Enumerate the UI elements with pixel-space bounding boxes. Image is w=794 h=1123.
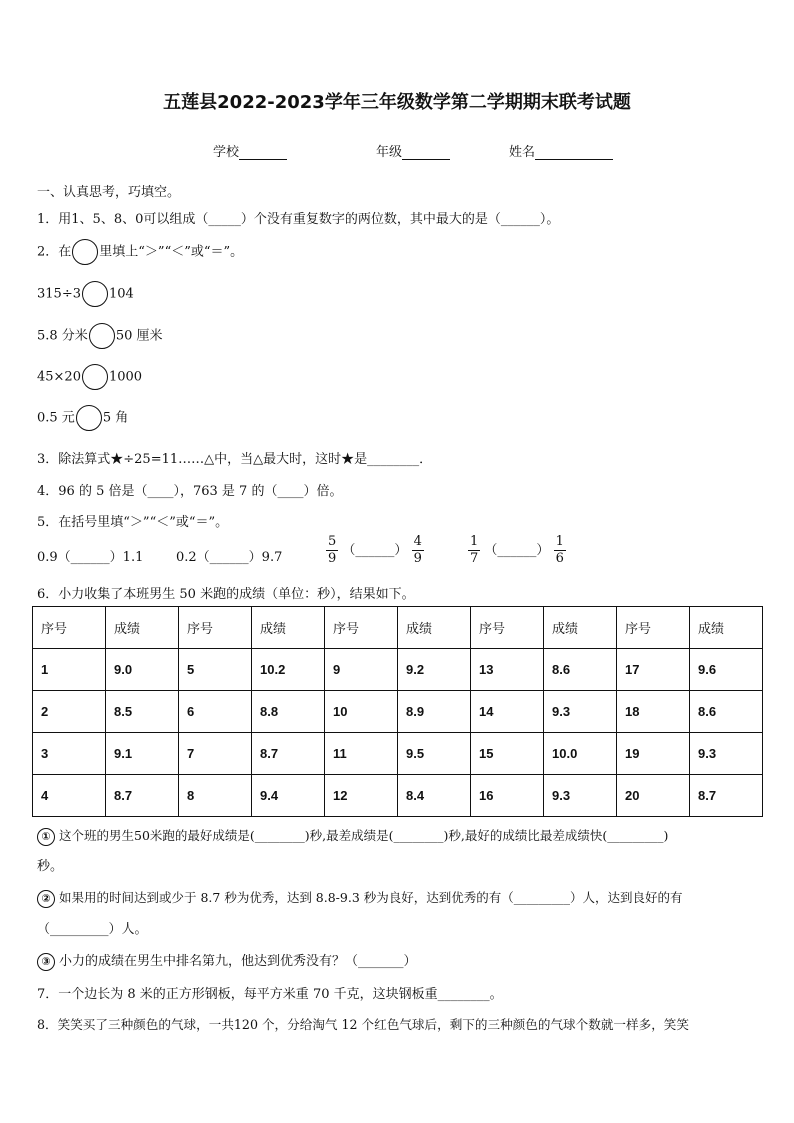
table-cell: 4 xyxy=(33,775,106,817)
question-4: 4．96 的 5 倍是（____），763 是 7 的（____）倍。 xyxy=(37,484,343,499)
table-cell: 9.3 xyxy=(544,775,617,817)
table-cell: 8.7 xyxy=(106,775,179,817)
table-cell: 9.4 xyxy=(252,775,325,817)
q6-sub-2 xyxy=(37,888,683,908)
grade-blank[interactable] xyxy=(402,145,450,160)
table-header-row xyxy=(33,607,763,649)
header-cell: 序号 xyxy=(471,607,544,649)
table-cell: 11 xyxy=(325,733,398,775)
denominator: 9 xyxy=(328,551,337,566)
circled-number: ① xyxy=(37,828,55,846)
table-cell: 8.7 xyxy=(690,775,763,817)
question-5: 5．在括号里填“＞”“＜”或“＝”。 xyxy=(37,515,229,530)
table-cell: 8.6 xyxy=(544,649,617,691)
header-cell: 序号 xyxy=(33,607,106,649)
q2-item-left: 315÷3 xyxy=(37,286,81,302)
table-cell: 18 xyxy=(617,691,690,733)
header-cell: 成绩 xyxy=(690,607,763,649)
q2-item-3 xyxy=(37,364,142,390)
school-label: 学校 xyxy=(213,145,240,160)
table-cell: 9.3 xyxy=(544,691,617,733)
q6-sub-3 xyxy=(37,950,417,971)
table-cell: 9.1 xyxy=(106,733,179,775)
q5-compare-c xyxy=(326,534,424,567)
compare-circle[interactable] xyxy=(76,405,102,431)
table-cell: 17 xyxy=(617,649,690,691)
compare-circle[interactable] xyxy=(72,239,98,265)
table-row xyxy=(33,649,763,691)
q2-item-4 xyxy=(37,405,128,431)
name-field[interactable] xyxy=(509,141,613,160)
numerator: 1 xyxy=(555,534,564,549)
q2-item-right: 5 角 xyxy=(102,410,129,426)
q2-suffix: 里填上“＞”“＜”或“＝”。 xyxy=(99,244,244,260)
table-cell: 9.0 xyxy=(106,649,179,691)
name-blank[interactable] xyxy=(535,145,613,160)
header-cell: 成绩 xyxy=(544,607,617,649)
header-cell: 成绩 xyxy=(252,607,325,649)
question-8: 8．笑笑买了三种颜色的气球，一共120 个，分给淘气 12 个红色气球后，剩下的三种颜色的气球个数就一样多，笑笑 xyxy=(37,1017,689,1032)
answer-blank[interactable]: （______） xyxy=(484,543,550,558)
table-cell: 9.5 xyxy=(398,733,471,775)
fraction xyxy=(554,534,566,567)
denominator: 9 xyxy=(413,551,422,566)
table-cell: 10.2 xyxy=(252,649,325,691)
table-cell: 1 xyxy=(33,649,106,691)
table-cell: 8.6 xyxy=(690,691,763,733)
denominator: 7 xyxy=(470,551,479,566)
table-cell: 8 xyxy=(179,775,252,817)
compare-circle[interactable] xyxy=(89,323,115,349)
question-1: 1．用1、5、8、0可以组成（_____）个没有重复数字的两位数，其中最大的是（______）。 xyxy=(37,212,560,227)
q5-compare-d xyxy=(468,534,566,567)
table-cell: 8.9 xyxy=(398,691,471,733)
table-cell: 3 xyxy=(33,733,106,775)
q2-prefix: 2．在 xyxy=(37,244,72,260)
numerator: 5 xyxy=(328,534,337,549)
table-cell: 19 xyxy=(617,733,690,775)
compare-circle[interactable] xyxy=(82,281,108,307)
compare-circle[interactable] xyxy=(82,364,108,390)
answer-blank[interactable]: （______） xyxy=(342,543,408,558)
table-cell: 9.3 xyxy=(690,733,763,775)
circled-number: ② xyxy=(37,890,55,908)
table-cell: 10 xyxy=(325,691,398,733)
table-cell: 8.4 xyxy=(398,775,471,817)
name-label: 姓名 xyxy=(509,145,536,160)
q2-item-right: 1000 xyxy=(108,369,143,385)
table-cell: 8.5 xyxy=(106,691,179,733)
header-cell: 序号 xyxy=(325,607,398,649)
sub-question-text: 如果用的时间达到或少于 8.7 秒为优秀，达到 8.8-9.3 秒为良好，达到优秀的有（_________）人，达到良好的有 xyxy=(59,890,683,905)
table-cell: 16 xyxy=(471,775,544,817)
numerator: 1 xyxy=(470,534,479,549)
table-cell: 9.6 xyxy=(690,649,763,691)
table-cell: 14 xyxy=(471,691,544,733)
table-cell: 8.7 xyxy=(252,733,325,775)
table-row xyxy=(33,691,763,733)
table-cell: 20 xyxy=(617,775,690,817)
question-3: 3．除法算式★÷25=11……△中，当△最大时，这时★是________． xyxy=(37,452,433,467)
grade-label: 年级 xyxy=(376,145,403,160)
header-cell: 成绩 xyxy=(398,607,471,649)
school-field[interactable] xyxy=(213,141,287,160)
grade-field[interactable] xyxy=(376,141,450,160)
sub-question-text: 这个班的男生50米跑的最好成绩是(________)秒,最差成绩是(________)秒,最好的成绩比最差成绩快(_________) xyxy=(59,828,669,843)
q2-item-right: 104 xyxy=(108,286,134,302)
fraction xyxy=(412,534,424,567)
table-cell: 9 xyxy=(325,649,398,691)
q6-sub-1 xyxy=(37,826,668,846)
question-6: 6．小力收集了本班男生 50 米跑的成绩（单位：秒），结果如下。 xyxy=(37,587,415,602)
table-cell: 5 xyxy=(179,649,252,691)
q2-item-left: 0.5 元 xyxy=(37,410,75,426)
denominator: 6 xyxy=(555,551,564,566)
table-cell: 12 xyxy=(325,775,398,817)
scores-table xyxy=(32,606,763,817)
header-cell: 序号 xyxy=(179,607,252,649)
circled-number: ③ xyxy=(37,953,55,971)
q6-sub-1-cont: 秒。 xyxy=(37,859,64,874)
question-2 xyxy=(37,239,243,265)
numerator: 4 xyxy=(413,534,422,549)
sub-question-text: 小力的成绩在男生中排名第九，他达到优秀没有？（_______） xyxy=(59,954,417,969)
q2-item-1 xyxy=(37,281,134,307)
table-cell: 13 xyxy=(471,649,544,691)
fraction xyxy=(326,534,338,567)
table-cell: 10.0 xyxy=(544,733,617,775)
q6-sub-2-cont: （_________）人。 xyxy=(37,922,148,937)
page-title: 五莲县2022-2023学年三年级数学第二学期期末联考试题 xyxy=(163,92,631,113)
q5-compare-a: 0.9（______）1.1 xyxy=(37,550,144,565)
header-cell: 成绩 xyxy=(106,607,179,649)
q2-item-left: 45×20 xyxy=(37,369,81,385)
question-7: 7．一个边长为 8 米的正方形钢板，每平方米重 70 千克，这块钢板重________。 xyxy=(37,987,503,1002)
table-cell: 9.2 xyxy=(398,649,471,691)
table-cell: 2 xyxy=(33,691,106,733)
table-cell: 8.8 xyxy=(252,691,325,733)
header-cell: 序号 xyxy=(617,607,690,649)
q2-item-right: 50 厘米 xyxy=(115,328,163,344)
school-blank[interactable] xyxy=(239,145,287,160)
table-cell: 7 xyxy=(179,733,252,775)
table-cell: 6 xyxy=(179,691,252,733)
q5-compare-b: 0.2（______）9.7 xyxy=(176,550,283,565)
q2-item-2 xyxy=(37,323,163,349)
fraction xyxy=(468,534,480,567)
q2-item-left: 5.8 分米 xyxy=(37,328,88,344)
section-heading: 一、认真思考，巧填空。 xyxy=(37,185,181,200)
table-row xyxy=(33,775,763,817)
table-cell: 15 xyxy=(471,733,544,775)
table-row xyxy=(33,733,763,775)
